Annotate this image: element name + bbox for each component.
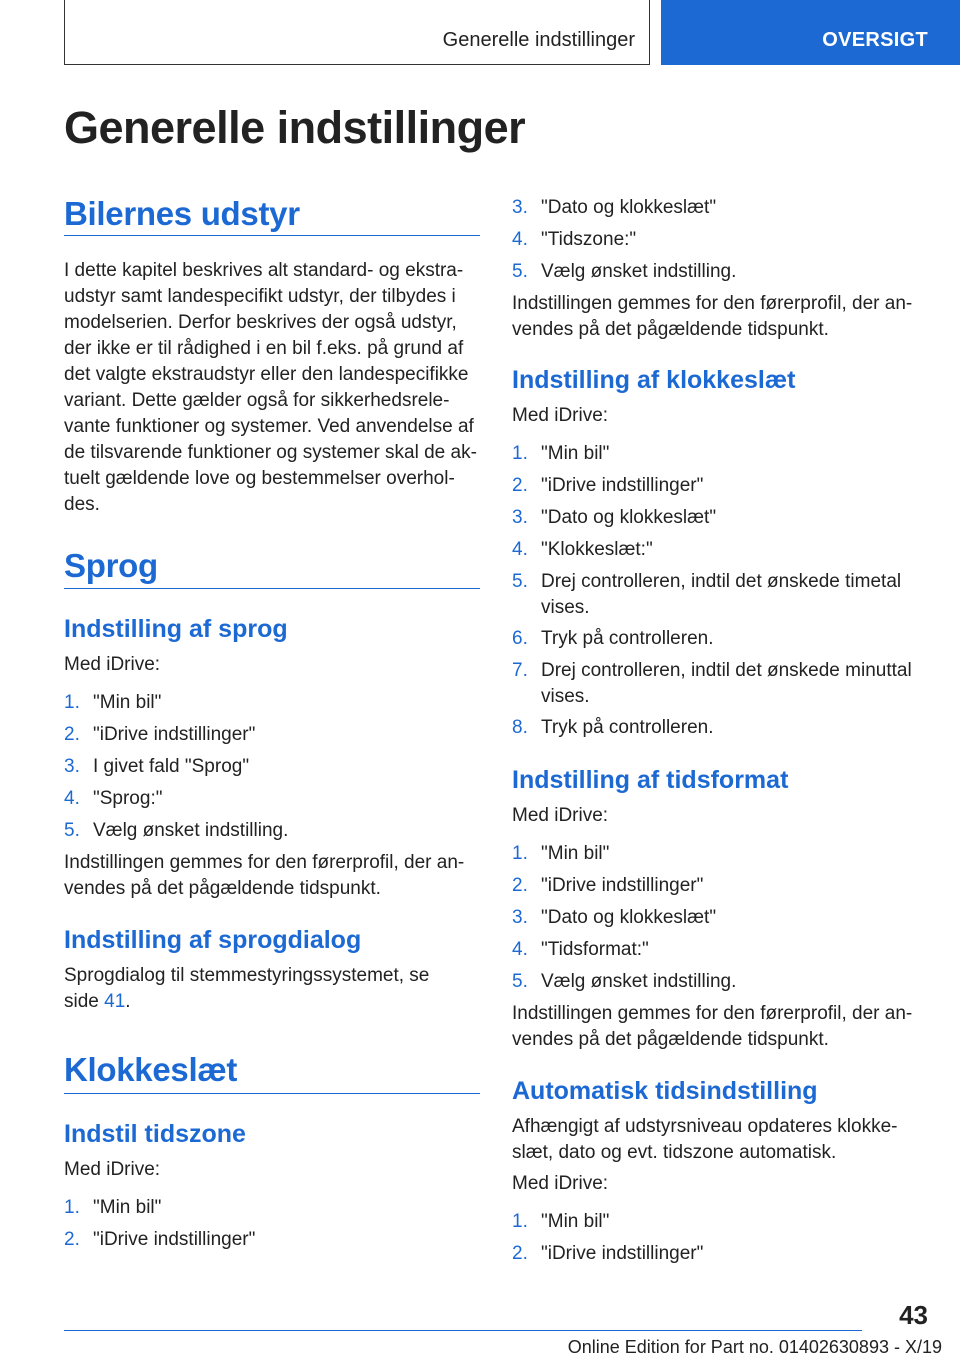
text-line: I dette kapitel beskrives alt standard- og ekstra- <box>64 260 464 281</box>
list-item <box>512 841 609 867</box>
intro-text: Med iDrive: <box>64 654 161 675</box>
list-text: "Min bil" <box>93 692 162 713</box>
text-line: vendes på det pågældende tidspunkt. <box>512 1029 829 1050</box>
list-text: "Min bil" <box>93 1197 162 1218</box>
subheading-indstil-tidszone: Indstil tidszone <box>64 1120 246 1148</box>
list-number: 4. <box>64 788 80 809</box>
list-item <box>512 905 716 931</box>
text-line: Afhængigt af udstyrsniveau opdateres klokke- <box>512 1116 898 1137</box>
intro-text: Med iDrive: <box>512 405 609 426</box>
list-text: Vælg ønsket indstilling. <box>93 820 289 841</box>
list-item <box>512 658 912 710</box>
footer-rule <box>64 1330 862 1331</box>
list-number: 5. <box>512 261 528 282</box>
list-number: 1. <box>64 1197 80 1218</box>
text-line: modelserien. Derfor beskrives der også udstyr, <box>64 312 457 333</box>
text-line: slæt, dato og evt. tidszone automatisk. <box>512 1142 837 1163</box>
text-line: des. <box>64 494 100 515</box>
heading-bilernes-udstyr: Bilernes udstyr <box>64 195 300 232</box>
heading-sprog: Sprog <box>64 547 158 584</box>
list-text: "iDrive indstillinger" <box>541 1243 704 1264</box>
list-number: 6. <box>512 628 528 649</box>
list-text-continued: vises. <box>541 597 590 618</box>
list-number: 8. <box>512 717 528 738</box>
list-text: Drej controlleren, indtil det ønskede minuttal <box>541 660 912 681</box>
list-text: "iDrive indstillinger" <box>541 475 704 496</box>
list-item <box>64 1195 161 1221</box>
list-item <box>512 969 736 995</box>
text-line <box>64 989 429 1015</box>
list-number: 3. <box>512 197 528 218</box>
list-item <box>512 537 653 563</box>
list-text: Vælg ønsket indstilling. <box>541 261 737 282</box>
text-line: Sprogdialog til stemmestyringssystemet, se <box>64 965 430 986</box>
list-text: "iDrive indstillinger" <box>93 724 256 745</box>
list-number: 4. <box>512 539 528 560</box>
list-text: "Sprog:" <box>93 788 163 809</box>
list-number: 1. <box>512 843 528 864</box>
list-number: 3. <box>512 507 528 528</box>
text-line: udstyr samt landespecifikt udstyr, der tilbydes i <box>64 286 456 307</box>
overview-tab[interactable] <box>661 0 960 65</box>
list-item <box>512 1241 703 1267</box>
list-text: "Klokkeslæt:" <box>541 539 653 560</box>
list-text: "Dato og klokkeslæt" <box>541 907 717 928</box>
text-line: vendes på det pågældende tidspunkt. <box>64 878 381 899</box>
list-item <box>512 715 713 741</box>
list-text: "Min bil" <box>541 843 610 864</box>
list-item <box>512 626 713 652</box>
list-number: 3. <box>64 756 80 777</box>
list-number: 5. <box>512 971 528 992</box>
list-number: 5. <box>512 571 528 592</box>
dialog-paragraph <box>64 963 429 1015</box>
list-item <box>64 786 162 812</box>
list-number: 2. <box>512 875 528 896</box>
list-item <box>64 754 249 780</box>
text-line: Indstillingen gemmes for den førerprofil, der an- <box>512 1003 913 1024</box>
text-line: variant. Dette gælder også for sikkerhedsrele- <box>64 390 450 411</box>
list-number: 4. <box>512 229 528 250</box>
heading-rule <box>64 588 480 589</box>
heading-rule <box>64 1093 480 1094</box>
text-line: det valgte ekstraudstyr eller den landespecifikke <box>64 364 469 385</box>
list-number: 4. <box>512 939 528 960</box>
list-text: Tryk på controlleren. <box>541 628 714 649</box>
text-line: Indstillingen gemmes for den førerprofil, der an- <box>64 852 465 873</box>
list-number: 7. <box>512 660 528 681</box>
list-text: Drej controlleren, indtil det ønskede timetal <box>541 571 902 592</box>
subheading-sprogdialog: Indstilling af sprogdialog <box>64 926 362 954</box>
list-item <box>512 569 901 621</box>
list-text: "iDrive indstillinger" <box>541 875 704 896</box>
list-number: 2. <box>512 1243 528 1264</box>
list-item <box>512 441 609 467</box>
subheading-indstilling-af-sprog: Indstilling af sprog <box>64 615 288 643</box>
list-number: 1. <box>512 1211 528 1232</box>
list-text: "Tidsformat:" <box>541 939 649 960</box>
text-line: vante funktioner og systemer. Ved anvendelse af <box>64 416 474 437</box>
list-number: 2. <box>64 1229 80 1250</box>
list-number: 2. <box>512 475 528 496</box>
list-text: "iDrive indstillinger" <box>93 1229 256 1250</box>
subheading-tidsformat: Indstilling af tidsformat <box>512 766 789 794</box>
list-text: Tryk på controlleren. <box>541 717 714 738</box>
text-line: Indstillingen gemmes for den førerprofil, der an- <box>512 293 913 314</box>
list-text: "Tidszone:" <box>541 229 637 250</box>
subheading-klokkeslaet: Indstilling af klokkeslæt <box>512 366 796 394</box>
text-fragment: . <box>125 991 131 1012</box>
list-number: 1. <box>512 443 528 464</box>
text-line: der ikke er til rådighed i en bil f.eks. på grund af <box>64 338 464 359</box>
header-section-box <box>64 0 650 65</box>
list-text: I givet fald "Sprog" <box>93 756 250 777</box>
auto-paragraph <box>512 1114 898 1166</box>
list-number: 3. <box>512 907 528 928</box>
intro-text: Med iDrive: <box>512 805 609 826</box>
footer-edition-text: Online Edition for Part no. 01402630893 - X/19 <box>567 1337 942 1357</box>
text-line: de tilsvarende funktioner og systemer skal de ak- <box>64 442 477 463</box>
list-text: "Dato og klokkeslæt" <box>541 197 717 218</box>
intro-text: Med iDrive: <box>64 1159 161 1180</box>
bilernes-paragraph <box>64 258 477 518</box>
list-item <box>512 505 716 531</box>
list-number: 1. <box>64 692 80 713</box>
page-title: Generelle indstillinger <box>64 102 526 153</box>
list-item <box>64 722 255 748</box>
note-paragraph <box>512 291 912 343</box>
list-number: 5. <box>64 820 80 841</box>
header-section-title: Generelle indstillinger <box>442 29 635 51</box>
list-text: "Min bil" <box>541 1211 610 1232</box>
subheading-automatisk-tidsindstilling: Automatisk tidsindstilling <box>512 1077 818 1105</box>
list-item <box>64 690 161 716</box>
list-text-continued: vises. <box>541 686 590 707</box>
list-text: Vælg ønsket indstilling. <box>541 971 737 992</box>
text-line: vendes på det pågældende tidspunkt. <box>512 319 829 340</box>
list-number: 2. <box>64 724 80 745</box>
page-number: 43 <box>899 1300 928 1330</box>
page-link[interactable]: 41 <box>104 991 126 1012</box>
list-item <box>512 937 649 963</box>
text-fragment: side <box>64 991 105 1012</box>
note-paragraph <box>64 850 464 902</box>
list-item <box>64 1227 255 1253</box>
list-item <box>512 473 703 499</box>
intro-text: Med iDrive: <box>512 1173 609 1194</box>
list-text: "Dato og klokkeslæt" <box>541 507 717 528</box>
heading-rule <box>64 235 480 236</box>
text-line: tuelt gældende love og bestemmelser overhol- <box>64 468 455 489</box>
list-text: "Min bil" <box>541 443 610 464</box>
note-paragraph <box>512 1001 912 1053</box>
list-item <box>512 259 736 285</box>
list-item <box>512 873 703 899</box>
list-item <box>512 1209 609 1235</box>
list-item <box>512 227 636 253</box>
list-item <box>512 195 716 221</box>
heading-klokkeslaet: Klokkeslæt <box>64 1051 238 1088</box>
overview-tab-label: OVERSIGT <box>822 29 928 51</box>
list-item <box>64 818 288 844</box>
